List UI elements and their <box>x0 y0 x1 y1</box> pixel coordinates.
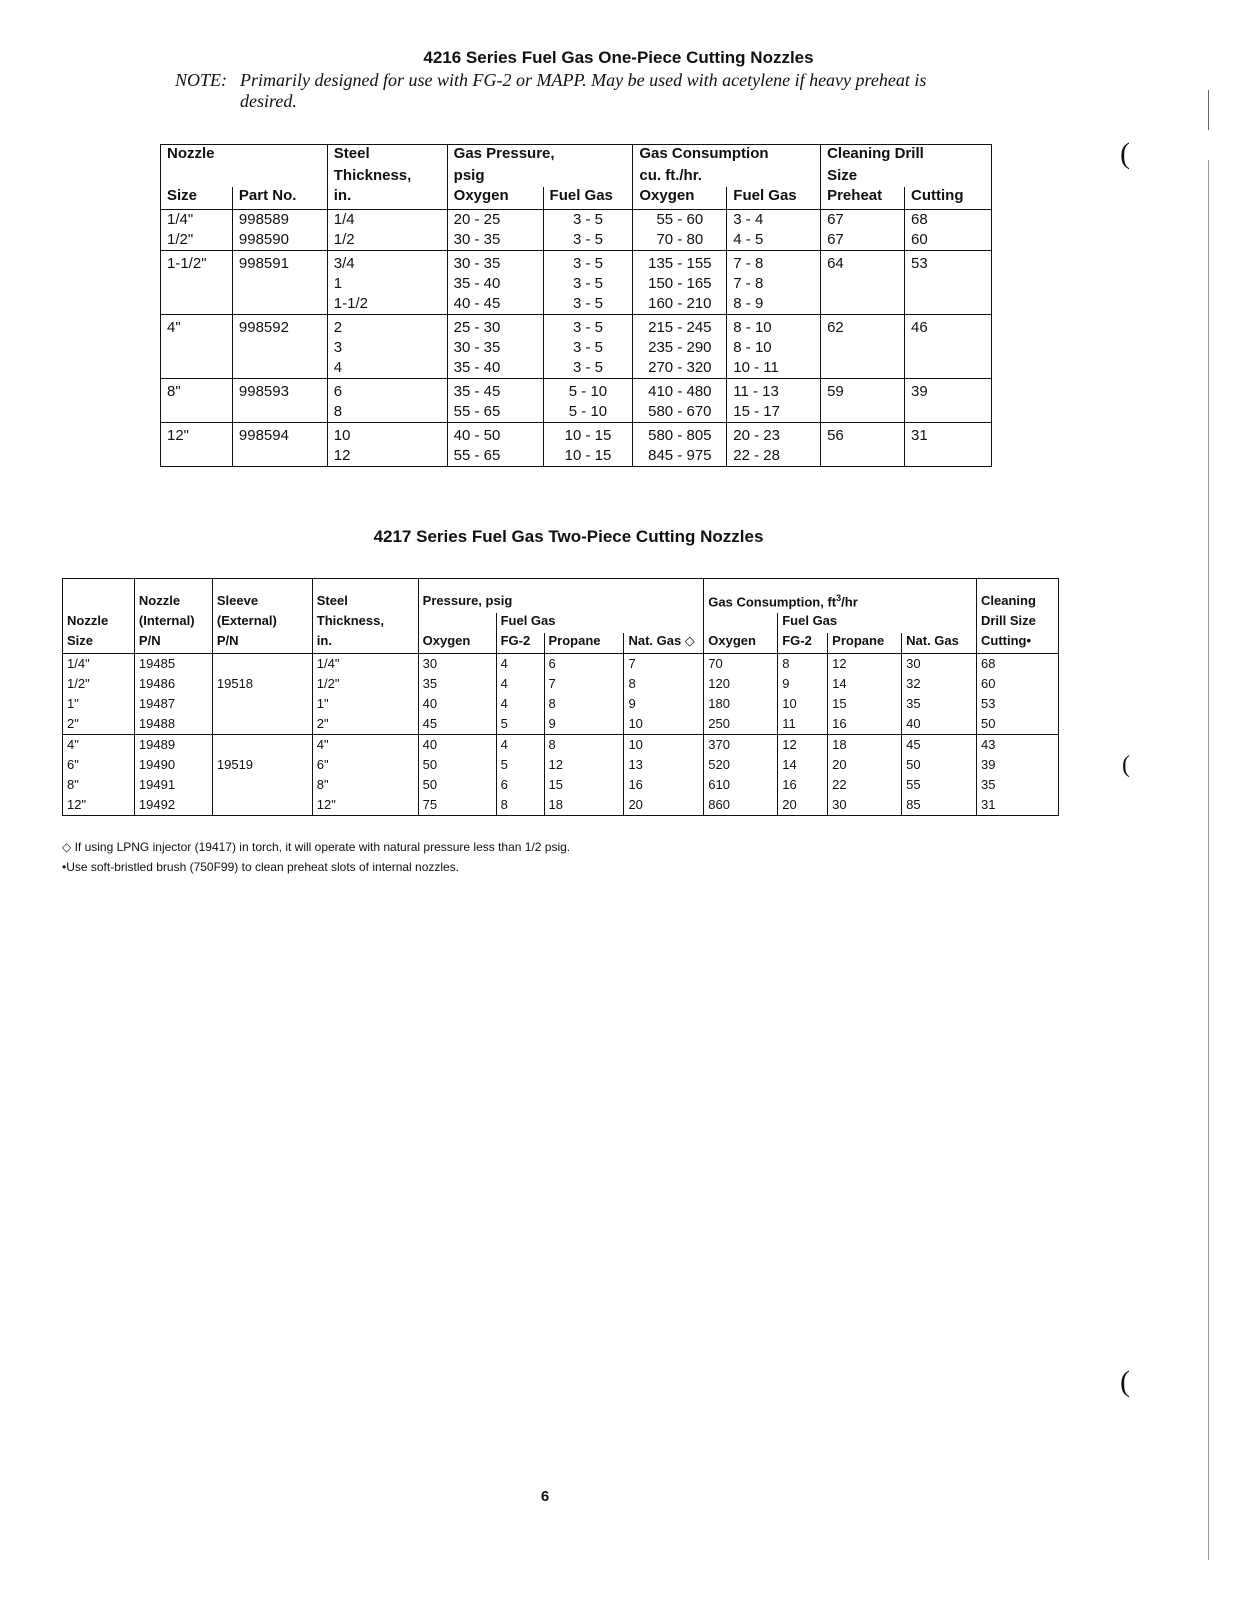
cell-drill-preheat <box>821 358 905 379</box>
cell-pressure-oxygen: 50 <box>418 755 496 775</box>
hdr-size-top: Size <box>821 167 992 187</box>
hdr2-drill-size: Drill Size <box>976 613 1058 633</box>
cell-nozzle-size <box>161 446 233 467</box>
cell-sleeve-pn <box>212 775 312 795</box>
table-row <box>63 694 1059 714</box>
cell-part-no <box>232 294 327 315</box>
cell-drill-preheat: 56 <box>821 423 905 447</box>
hdr-p-fuel: Fuel Gas <box>543 187 633 210</box>
cell-pressure-natgas: 8 <box>624 674 704 694</box>
cell-drill-cutting: 53 <box>905 251 992 275</box>
cell-consumption-oxygen: 160 - 210 <box>633 294 727 315</box>
table-row <box>161 230 992 251</box>
cell-sleeve-pn <box>212 694 312 714</box>
cell-drill-preheat <box>821 294 905 315</box>
cell-consumption-propane: 16 <box>828 714 902 735</box>
cell-consumption-oxygen: 55 - 60 <box>633 210 727 231</box>
cell-consumption-fuel: 8 - 10 <box>727 338 821 358</box>
cell-part-no <box>232 358 327 379</box>
cell-drill-size: 31 <box>976 795 1058 816</box>
hdr2-consumption-unit: /hr <box>841 594 858 610</box>
cell-nozzle-size: 12" <box>67 797 87 812</box>
hdr-gas-pressure: Gas Pressure, <box>447 145 633 168</box>
cell-drill-cutting <box>905 402 992 423</box>
cell-consumption-fg2: 14 <box>778 755 828 775</box>
cell-drill-cutting: 46 <box>905 315 992 339</box>
cell-pressure-oxygen: 55 - 65 <box>447 402 543 423</box>
margin-paren-mid: ( <box>1122 752 1130 778</box>
cell-pressure-oxygen: 30 <box>418 654 496 675</box>
hdr-preheat: Preheat <box>821 187 905 210</box>
cell-nozzle-size: 2" <box>63 714 135 735</box>
cell-consumption-fg2: 12 <box>778 735 828 756</box>
cell-part-no: 998594 <box>232 423 327 447</box>
cell-pressure-fuel: 10 - 15 <box>543 423 633 447</box>
table-row <box>161 402 992 423</box>
footnote-brush: •Use soft-bristled brush (750F99) to clean preheat slots of internal nozzles. <box>62 860 460 874</box>
cell-consumption-oxygen: 150 - 165 <box>633 274 727 294</box>
table-row <box>161 358 992 379</box>
hdr2-c-fg2: FG-2 <box>778 633 828 654</box>
cell-drill-size: 39 <box>976 755 1058 775</box>
hdr2-c-natgas: Nat. Gas <box>902 633 977 654</box>
cell-sleeve-pn <box>212 654 312 675</box>
cell-pressure-propane: 8 <box>544 694 624 714</box>
hdr2-nozzle-top: Nozzle <box>134 579 212 614</box>
cell-pressure-fg2: 6 <box>496 775 544 795</box>
cell-thickness: 12 <box>327 446 447 467</box>
hdr2-p-oxygen: Oxygen <box>418 633 496 654</box>
cell-pressure-oxygen: 40 - 45 <box>447 294 543 315</box>
cell-drill-preheat <box>821 446 905 467</box>
table-row <box>63 674 1059 694</box>
hdr2-p-natgas: Nat. Gas ◇ <box>624 633 704 654</box>
cell-pressure-natgas: 16 <box>624 775 704 795</box>
cell-sleeve-pn: 19519 <box>212 755 312 775</box>
cell-consumption-natgas: 32 <box>902 674 977 694</box>
cell-consumption-oxygen: 270 - 320 <box>633 358 727 379</box>
cell-nozzle-pn: 19485 <box>134 654 212 675</box>
hdr2-c-propane: Propane <box>828 633 902 654</box>
cell-consumption-oxygen: 215 - 245 <box>633 315 727 339</box>
cell-consumption-natgas: 50 <box>902 755 977 775</box>
table-row <box>161 210 992 231</box>
cell-pressure-propane: 7 <box>544 674 624 694</box>
cell-consumption-oxygen: 70 <box>704 654 778 675</box>
footnote-lpng: ◇ If using LPNG injector (19417) in torch, it will operate with natural pressure less than 1/2 psig. <box>62 840 571 854</box>
table-row <box>161 379 992 403</box>
hdr-in: in. <box>327 187 447 210</box>
hdr2-pn1: P/N <box>134 633 212 654</box>
cell-sleeve-pn <box>212 714 312 735</box>
cell-part-no: 998593 <box>232 379 327 403</box>
cell-thickness: 4 <box>327 358 447 379</box>
cell-thickness: 1 <box>327 274 447 294</box>
two-piece-nozzle-table <box>62 578 1059 816</box>
cell-consumption-natgas: 30 <box>902 654 977 675</box>
hdr2-consumption-text: Gas Consumption, ft <box>708 594 837 610</box>
hdr-steel: Steel <box>327 145 447 168</box>
cell-pressure-fuel: 3 - 5 <box>543 358 633 379</box>
cell-pressure-fg2: 4 <box>496 654 544 675</box>
cell-nozzle-pn: 19488 <box>134 714 212 735</box>
hdr2-c-oxygen: Oxygen <box>704 633 778 654</box>
cell-consumption-oxygen: 580 - 670 <box>633 402 727 423</box>
cell-nozzle-pn: 19487 <box>134 694 212 714</box>
cell-thickness: 12" <box>312 795 418 816</box>
cell-part-no: 998592 <box>232 315 327 339</box>
cell-consumption-fuel: 8 - 9 <box>727 294 821 315</box>
cell-pressure-fuel: 3 - 5 <box>543 294 633 315</box>
hdr2-internal: (Internal) <box>134 613 212 633</box>
cell-drill-cutting <box>905 358 992 379</box>
hdr-cuft: cu. ft./hr. <box>633 167 821 187</box>
hdr-c-oxygen: Oxygen <box>633 187 727 210</box>
cell-thickness: 1/4" <box>312 654 418 675</box>
cell-thickness: 6" <box>312 755 418 775</box>
cell-nozzle-size <box>161 402 233 423</box>
hdr2-pn2: P/N <box>212 633 312 654</box>
cell-pressure-oxygen: 30 - 35 <box>447 338 543 358</box>
cell-consumption-fuel: 3 - 4 <box>727 210 821 231</box>
cell-nozzle-pn: 19490 <box>134 755 212 775</box>
cell-pressure-natgas: 7 <box>624 654 704 675</box>
table-row <box>161 423 992 447</box>
cell-consumption-fg2: 11 <box>778 714 828 735</box>
cell-pressure-propane: 15 <box>544 775 624 795</box>
cell-nozzle-size: 12" <box>167 427 190 444</box>
hdr-psig: psig <box>447 167 633 187</box>
cell-pressure-fuel: 3 - 5 <box>543 315 633 339</box>
cell-pressure-oxygen: 50 <box>418 775 496 795</box>
cell-drill-size: 35 <box>976 775 1058 795</box>
cell-pressure-oxygen: 35 - 40 <box>447 358 543 379</box>
cell-pressure-propane: 9 <box>544 714 624 735</box>
cell-drill-preheat: 59 <box>821 379 905 403</box>
cell-consumption-natgas: 55 <box>902 775 977 795</box>
cell-pressure-propane: 8 <box>544 735 624 756</box>
cell-nozzle-size: 1/2" <box>67 676 90 691</box>
cell-pressure-fuel: 5 - 10 <box>543 402 633 423</box>
cell-part-no <box>232 402 327 423</box>
cell-consumption-fuel: 7 - 8 <box>727 251 821 275</box>
cell-pressure-oxygen: 40 <box>418 694 496 714</box>
page-number: 6 <box>540 1488 550 1505</box>
cell-consumption-propane: 12 <box>828 654 902 675</box>
cell-pressure-oxygen: 20 - 25 <box>447 210 543 231</box>
cell-consumption-oxygen: 860 <box>704 795 778 816</box>
cell-drill-preheat: 67 <box>821 210 905 231</box>
cell-pressure-natgas: 10 <box>624 714 704 735</box>
table-row <box>63 714 1059 735</box>
one-piece-nozzle-table <box>160 144 992 467</box>
cell-consumption-oxygen: 250 <box>704 714 778 735</box>
cell-thickness: 3/4 <box>327 251 447 275</box>
cell-consumption-oxygen: 580 - 805 <box>633 423 727 447</box>
cell-consumption-fuel: 15 - 17 <box>727 402 821 423</box>
hdr2-p-fg2: FG-2 <box>496 633 544 654</box>
hdr2-fuel-gas: Fuel Gas <box>496 613 704 633</box>
cell-consumption-oxygen: 235 - 290 <box>633 338 727 358</box>
cell-consumption-natgas: 40 <box>902 714 977 735</box>
cell-thickness: 10 <box>327 423 447 447</box>
cell-pressure-fg2: 5 <box>496 714 544 735</box>
cell-consumption-propane: 14 <box>828 674 902 694</box>
cell-nozzle-size <box>161 358 233 379</box>
cell-consumption-fg2: 9 <box>778 674 828 694</box>
scan-edge-mark <box>1208 90 1209 130</box>
cell-consumption-propane: 15 <box>828 694 902 714</box>
cell-consumption-fuel: 8 - 10 <box>727 315 821 339</box>
hdr2-consumption <box>704 579 977 614</box>
cell-pressure-fuel: 3 - 5 <box>543 230 633 251</box>
hdr-gas-consumption: Gas Consumption <box>633 145 821 168</box>
cell-consumption-fuel: 20 - 23 <box>727 423 821 447</box>
cell-pressure-fuel: 3 - 5 <box>543 274 633 294</box>
hdr2-fuel-gas2: Fuel Gas <box>778 613 977 633</box>
table-row <box>63 755 1059 775</box>
hdr-thickness: Thickness, <box>327 167 447 187</box>
hdr-cleaning-drill: Cleaning Drill <box>821 145 992 168</box>
cell-drill-cutting: 60 <box>905 230 992 251</box>
cell-consumption-fuel: 22 - 28 <box>727 446 821 467</box>
hdr2-cutting: Cutting• <box>976 633 1058 654</box>
cell-pressure-oxygen: 45 <box>418 714 496 735</box>
margin-paren-top: ( <box>1120 137 1130 170</box>
margin-paren-bottom: ( <box>1120 1365 1130 1398</box>
cell-pressure-natgas: 9 <box>624 694 704 714</box>
cell-consumption-natgas: 35 <box>902 694 977 714</box>
cell-drill-cutting: 39 <box>905 379 992 403</box>
hdr2-steel: Steel <box>312 579 418 614</box>
cell-thickness: 2 <box>327 315 447 339</box>
cell-nozzle-size: 1/4" <box>67 656 90 671</box>
hdr2-cleaning: Cleaning <box>976 579 1058 614</box>
cell-pressure-oxygen: 75 <box>418 795 496 816</box>
cell-consumption-oxygen: 120 <box>704 674 778 694</box>
cell-drill-cutting <box>905 294 992 315</box>
cell-consumption-oxygen: 410 - 480 <box>633 379 727 403</box>
cell-consumption-fuel: 10 - 11 <box>727 358 821 379</box>
cell-pressure-propane: 6 <box>544 654 624 675</box>
cell-nozzle-size: 6" <box>67 757 79 772</box>
cell-nozzle-pn: 19491 <box>134 775 212 795</box>
cell-drill-size: 50 <box>976 714 1058 735</box>
cell-drill-size: 43 <box>976 735 1058 756</box>
cell-nozzle-size: 1-1/2" <box>167 255 207 272</box>
cell-drill-preheat <box>821 274 905 294</box>
hdr2-nozzle: Nozzle <box>67 613 109 628</box>
cell-drill-preheat <box>821 338 905 358</box>
cell-pressure-fg2: 8 <box>496 795 544 816</box>
cell-consumption-fg2: 8 <box>778 654 828 675</box>
cell-pressure-fuel: 3 - 5 <box>543 251 633 275</box>
cell-pressure-propane: 18 <box>544 795 624 816</box>
cell-pressure-oxygen: 35 - 40 <box>447 274 543 294</box>
cell-thickness: 3 <box>327 338 447 358</box>
cell-thickness: 1-1/2 <box>327 294 447 315</box>
table-row <box>63 795 1059 816</box>
cell-consumption-oxygen: 135 - 155 <box>633 251 727 275</box>
cell-consumption-oxygen: 520 <box>704 755 778 775</box>
hdr2-sleeve: Sleeve <box>212 579 312 614</box>
cell-pressure-fuel: 3 - 5 <box>543 210 633 231</box>
cell-drill-preheat: 67 <box>821 230 905 251</box>
cell-part-no: 998590 <box>232 230 327 251</box>
cell-consumption-propane: 20 <box>828 755 902 775</box>
cell-pressure-oxygen: 35 <box>418 674 496 694</box>
hdr-size: Size <box>161 187 233 210</box>
cell-pressure-oxygen: 35 - 45 <box>447 379 543 403</box>
cell-thickness: 4" <box>312 735 418 756</box>
cell-drill-preheat: 64 <box>821 251 905 275</box>
table-row <box>161 251 992 275</box>
cell-nozzle-size: 1" <box>67 696 79 711</box>
cell-nozzle-size <box>161 274 233 294</box>
cell-drill-preheat <box>821 402 905 423</box>
cell-thickness: 2" <box>312 714 418 735</box>
cell-nozzle-size: 4" <box>167 319 181 336</box>
cell-pressure-oxygen: 55 - 65 <box>447 446 543 467</box>
cell-pressure-natgas: 13 <box>624 755 704 775</box>
cell-consumption-oxygen: 845 - 975 <box>633 446 727 467</box>
cell-consumption-fg2: 16 <box>778 775 828 795</box>
hdr2-in: in. <box>312 633 418 654</box>
cell-pressure-natgas: 10 <box>624 735 704 756</box>
hdr-cutting: Cutting <box>905 187 992 210</box>
cell-consumption-fg2: 10 <box>778 694 828 714</box>
cell-drill-preheat: 62 <box>821 315 905 339</box>
table-row <box>63 654 1059 675</box>
hdr-p-oxygen: Oxygen <box>447 187 543 210</box>
cell-nozzle-size: 1/2" <box>161 230 233 251</box>
cell-consumption-oxygen: 370 <box>704 735 778 756</box>
hdr2-size: Size <box>63 633 135 654</box>
cell-consumption-oxygen: 70 - 80 <box>633 230 727 251</box>
cell-part-no <box>232 446 327 467</box>
cell-thickness: 1" <box>312 694 418 714</box>
cell-consumption-fg2: 20 <box>778 795 828 816</box>
cell-nozzle-pn: 19489 <box>134 735 212 756</box>
cell-sleeve-pn <box>212 735 312 756</box>
cell-consumption-oxygen: 180 <box>704 694 778 714</box>
cell-sleeve-pn <box>212 795 312 816</box>
cell-pressure-oxygen: 40 - 50 <box>447 423 543 447</box>
table-row <box>63 775 1059 795</box>
cell-part-no: 998589 <box>232 210 327 231</box>
cell-pressure-oxygen: 30 - 35 <box>447 230 543 251</box>
hdr2-pressure: Pressure, psig <box>418 579 704 614</box>
cell-part-no: 998591 <box>232 251 327 275</box>
scan-edge-line <box>1208 160 1209 1560</box>
cell-pressure-fuel: 5 - 10 <box>543 379 633 403</box>
cell-pressure-fg2: 5 <box>496 755 544 775</box>
cell-drill-cutting <box>905 338 992 358</box>
cell-thickness: 1/2 <box>327 230 447 251</box>
table-row <box>63 735 1059 756</box>
note-line2: desired. <box>240 91 297 111</box>
cell-pressure-fg2: 4 <box>496 694 544 714</box>
cell-pressure-fg2: 4 <box>496 735 544 756</box>
cell-nozzle-pn: 19492 <box>134 795 212 816</box>
table-row <box>161 338 992 358</box>
cell-drill-size: 60 <box>976 674 1058 694</box>
cell-part-no <box>232 338 327 358</box>
cell-consumption-oxygen: 610 <box>704 775 778 795</box>
cell-pressure-oxygen: 25 - 30 <box>447 315 543 339</box>
table2-title: 4217 Series Fuel Gas Two-Piece Cutting Nozzles <box>373 527 764 546</box>
cell-drill-cutting: 68 <box>905 210 992 231</box>
cell-pressure-fuel: 10 - 15 <box>543 446 633 467</box>
cell-nozzle-size: 1/4" <box>167 211 194 228</box>
cell-drill-cutting <box>905 446 992 467</box>
cell-consumption-natgas: 45 <box>902 735 977 756</box>
hdr-nozzle: Nozzle <box>167 145 215 162</box>
note-label: NOTE: <box>175 70 228 90</box>
cell-nozzle-pn: 19486 <box>134 674 212 694</box>
cell-thickness: 1/4 <box>327 210 447 231</box>
cell-sleeve-pn: 19518 <box>212 674 312 694</box>
hdr-c-fuel: Fuel Gas <box>727 187 821 210</box>
cell-drill-size: 68 <box>976 654 1058 675</box>
cell-consumption-natgas: 85 <box>902 795 977 816</box>
cell-drill-cutting <box>905 274 992 294</box>
note-line1: Primarily designed for use with FG-2 or MAPP. May be used with acetylene if heavy preheat is <box>240 70 927 90</box>
cell-nozzle-size: 8" <box>67 777 79 792</box>
cell-consumption-propane: 18 <box>828 735 902 756</box>
cell-consumption-fuel: 4 - 5 <box>727 230 821 251</box>
cell-consumption-fuel: 7 - 8 <box>727 274 821 294</box>
cell-nozzle-size: 8" <box>167 383 181 400</box>
cell-thickness: 8 <box>327 402 447 423</box>
cell-pressure-fg2: 4 <box>496 674 544 694</box>
cell-consumption-propane: 22 <box>828 775 902 795</box>
cell-nozzle-size: 4" <box>67 737 79 752</box>
cell-pressure-oxygen: 30 - 35 <box>447 251 543 275</box>
table1-title: 4216 Series Fuel Gas One-Piece Cutting Nozzles <box>423 48 814 67</box>
cell-nozzle-size <box>161 338 233 358</box>
hdr2-p-propane: Propane <box>544 633 624 654</box>
two-piece-table-body <box>63 654 1059 816</box>
table1-note <box>175 70 1055 112</box>
cell-thickness: 1/2" <box>312 674 418 694</box>
hdr2-external: (External) <box>212 613 312 633</box>
hdr2-consumption-sup: 3 <box>836 593 842 603</box>
hdr-part-no: Part No. <box>232 187 327 210</box>
hdr2-thickness: Thickness, <box>312 613 418 633</box>
cell-pressure-fuel: 3 - 5 <box>543 338 633 358</box>
table-row <box>161 315 992 339</box>
cell-part-no <box>232 274 327 294</box>
cell-thickness: 6 <box>327 379 447 403</box>
cell-pressure-natgas: 20 <box>624 795 704 816</box>
cell-drill-size: 53 <box>976 694 1058 714</box>
cell-nozzle-size <box>161 294 233 315</box>
cell-pressure-oxygen: 40 <box>418 735 496 756</box>
cell-consumption-fuel: 11 - 13 <box>727 379 821 403</box>
table-row <box>161 294 992 315</box>
cell-pressure-propane: 12 <box>544 755 624 775</box>
table-row <box>161 446 992 467</box>
table-row <box>161 274 992 294</box>
one-piece-table-body <box>161 210 992 467</box>
cell-consumption-propane: 30 <box>828 795 902 816</box>
cell-thickness: 8" <box>312 775 418 795</box>
cell-drill-cutting: 31 <box>905 423 992 447</box>
